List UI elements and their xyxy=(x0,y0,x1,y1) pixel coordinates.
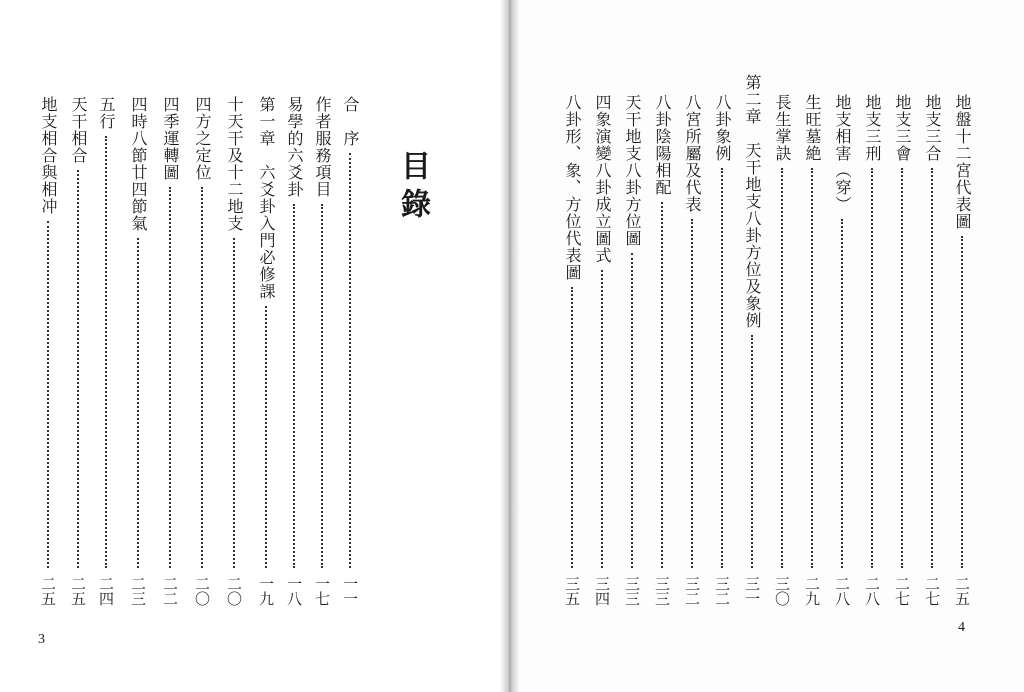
dot-leader xyxy=(265,306,267,568)
dot-leader xyxy=(691,219,693,568)
toc-entry-title: 五行 xyxy=(97,96,116,130)
toc-entry-title: 地盤十二宮代表圖 xyxy=(953,94,972,230)
dot-leader xyxy=(901,168,903,568)
dot-leader xyxy=(201,187,203,568)
toc-entry xyxy=(650,94,674,606)
toc-entry-page: 二九 xyxy=(803,576,821,606)
toc-entry-page: 一七 xyxy=(313,576,331,606)
dot-leader xyxy=(631,253,633,568)
toc-entry xyxy=(860,94,884,606)
toc-entry xyxy=(190,96,214,606)
toc-heading: 目錄 xyxy=(395,150,430,226)
toc-entry-page: 二四 xyxy=(97,576,115,606)
toc-entry-page: 三四 xyxy=(593,576,611,606)
toc-entry-title: 四象演變八卦成立圖式 xyxy=(593,94,612,264)
dot-leader xyxy=(931,168,933,568)
dot-leader xyxy=(811,168,813,568)
toc-entry xyxy=(282,96,306,606)
dot-leader xyxy=(871,168,873,568)
toc-entry-page: 二二 xyxy=(161,576,179,606)
toc-entry-title: 天干地支八卦方位圖 xyxy=(623,94,642,247)
toc-entry-page: 二八 xyxy=(863,576,881,606)
toc-entry-page: 三二 xyxy=(713,576,731,606)
toc-entry xyxy=(680,94,704,606)
dot-leader xyxy=(105,136,107,568)
toc-entry-title: 八卦陰陽相配 xyxy=(653,94,672,196)
toc-entry-page: 一一 xyxy=(341,576,359,606)
toc-entry-title: 四時八節廿四節氣 xyxy=(129,96,148,232)
dot-leader xyxy=(47,221,49,568)
toc-entry xyxy=(800,94,824,606)
dot-leader xyxy=(781,168,783,568)
toc-entry-title: 生旺墓絶 xyxy=(803,94,822,162)
page-number: 3 xyxy=(38,632,45,647)
toc-entry-page: 二七 xyxy=(923,576,941,606)
toc-entry xyxy=(254,96,278,606)
dot-leader xyxy=(841,219,843,568)
toc-entry xyxy=(560,94,584,606)
toc-entry-title: 十天干及十二地支 xyxy=(225,96,244,232)
toc-entry-title: 八卦形、象、方位代表圖 xyxy=(563,94,582,281)
dot-leader xyxy=(751,335,753,568)
toc-entry-page: 一九 xyxy=(257,576,275,606)
toc-entry xyxy=(890,94,914,606)
toc-entry-title: 地支三合 xyxy=(923,94,942,162)
toc-entry xyxy=(94,96,118,606)
page-number: 4 xyxy=(958,620,965,635)
toc-entry xyxy=(740,74,764,606)
toc-entry xyxy=(830,94,854,606)
dot-leader xyxy=(571,287,573,568)
toc-entry-page: 二三 xyxy=(129,576,147,606)
toc-entry xyxy=(920,94,944,606)
toc-entry-page: 三三 xyxy=(623,576,641,606)
dot-leader xyxy=(961,236,963,568)
toc-entry xyxy=(158,96,182,606)
toc-entry-title: 四季運轉圖 xyxy=(161,96,180,181)
toc-entry-page: 二五 xyxy=(39,576,57,606)
toc-entry-page: 二〇 xyxy=(193,576,211,606)
toc-entry xyxy=(310,96,334,606)
toc-entry-title: 第一章 六爻卦入門必修課 xyxy=(257,96,276,300)
dot-leader xyxy=(349,153,351,568)
toc-entry xyxy=(710,94,734,606)
dot-leader xyxy=(321,204,323,568)
toc-entry-page: 二五 xyxy=(69,576,87,606)
dot-leader xyxy=(233,238,235,568)
dot-leader xyxy=(77,170,79,568)
toc-entry xyxy=(590,94,614,606)
toc-entry-page: 一八 xyxy=(285,576,303,606)
toc-entry-title: 作者服務項目 xyxy=(313,96,332,198)
toc-entry xyxy=(770,94,794,606)
toc-entry-page: 三一 xyxy=(743,576,761,606)
toc-entry-title: 八宮所屬及代表 xyxy=(683,94,702,213)
toc-entry xyxy=(222,96,246,606)
toc-entry-title: 天干相合 xyxy=(69,96,88,164)
toc-entry-page: 三三 xyxy=(653,576,671,606)
toc-entry-page: 三五 xyxy=(563,576,581,606)
dot-leader xyxy=(293,204,295,568)
dot-leader xyxy=(601,270,603,568)
toc-entry xyxy=(620,94,644,606)
toc-entry-page: 三〇 xyxy=(773,576,791,606)
toc-entry xyxy=(36,96,60,606)
toc-entry-title: 第二章 天干地支八卦方位及象例 xyxy=(743,74,762,329)
toc-entry xyxy=(950,94,974,606)
toc-entry-title: 易學的六爻卦 xyxy=(285,96,304,198)
dot-leader xyxy=(721,168,723,568)
toc-entry xyxy=(126,96,150,606)
toc-entry xyxy=(338,96,362,606)
toc-entry-title: 地支相合與相冲 xyxy=(39,96,58,215)
toc-entry-page: 三二 xyxy=(683,576,701,606)
dot-leader xyxy=(169,187,171,568)
toc-entry-title: 四方之定位 xyxy=(193,96,212,181)
toc-entry-page: 二八 xyxy=(833,576,851,606)
toc-entry-page: 二五 xyxy=(953,576,971,606)
book-gutter xyxy=(500,0,520,692)
toc-entry-page: 二七 xyxy=(893,576,911,606)
toc-entry-title: 八卦象例 xyxy=(713,94,732,162)
toc-entry-title: 地支三會 xyxy=(893,94,912,162)
toc-entry-title: 地支三刑 xyxy=(863,94,882,162)
toc-entry-page: 二〇 xyxy=(225,576,243,606)
dot-leader xyxy=(661,202,663,568)
toc-entry xyxy=(66,96,90,606)
toc-entry-title: 長生掌訣 xyxy=(773,94,792,162)
toc-entry-title: 合 序 xyxy=(341,96,360,147)
dot-leader xyxy=(137,238,139,568)
toc-entry-title: 地支相害（穿） xyxy=(833,94,852,213)
